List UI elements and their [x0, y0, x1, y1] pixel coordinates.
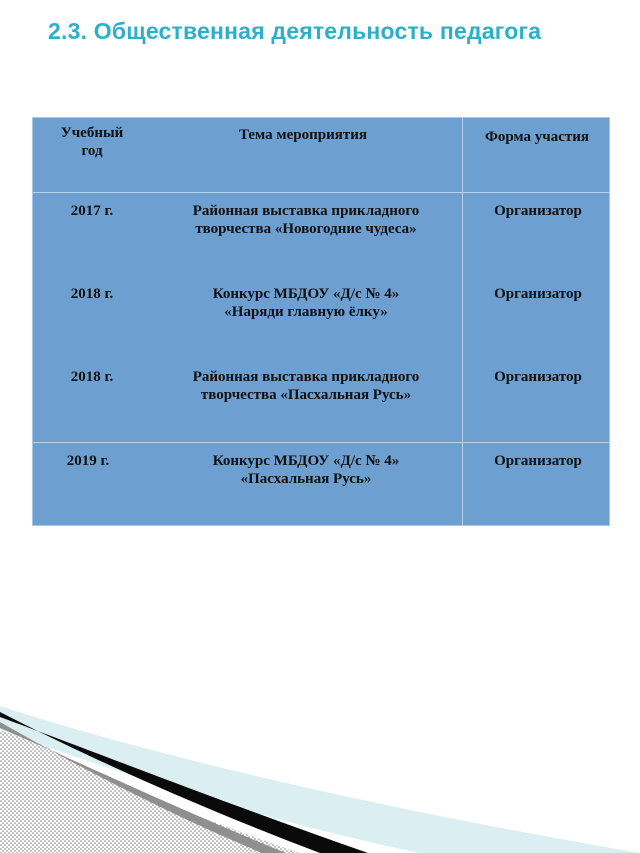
row-topic-line2: «Наряди главную ёлку»	[224, 304, 388, 320]
row-year: 2017 г.	[70, 203, 114, 219]
header-year	[47, 124, 137, 160]
header-topic: Тема мероприятия	[238, 127, 368, 143]
row-topic-line2: творчества «Новогодние чудеса»	[195, 221, 417, 237]
row-topic	[151, 202, 461, 238]
row-topic-line2: творчества «Пасхальная Русь»	[200, 387, 412, 403]
row-topic-line1: Конкурс МБДОУ «Д/с № 4»	[212, 453, 400, 469]
activities-table	[32, 117, 610, 526]
row-year: 2019 г.	[66, 453, 110, 469]
header-year-line2: год	[81, 143, 103, 159]
row-topic-line1: Конкурс МБДОУ «Д/с № 4»	[212, 286, 400, 302]
row-topic	[151, 452, 461, 488]
header-year-line1: Учебный	[60, 125, 124, 141]
header-form: Форма участия	[484, 129, 590, 145]
row-form: Организатор	[494, 453, 582, 469]
decorative-swoosh	[0, 690, 640, 853]
row-topic-line1: Районная выставка прикладного	[192, 369, 420, 385]
row-topic	[151, 368, 461, 404]
row-topic-line2: «Пасхальная Русь»	[240, 471, 372, 487]
row-form: Организатор	[494, 286, 582, 302]
row-topic-line1: Районная выставка прикладного	[192, 203, 420, 219]
row-year: 2018 г.	[70, 369, 114, 385]
row-year: 2018 г.	[70, 286, 114, 302]
header-divider	[33, 192, 609, 193]
row-form: Организатор	[494, 203, 582, 219]
row-divider	[33, 442, 609, 443]
row-form: Организатор	[494, 369, 582, 385]
page-title: 2.3. Общественная деятельность педагога	[48, 18, 542, 44]
row-topic	[151, 285, 461, 321]
